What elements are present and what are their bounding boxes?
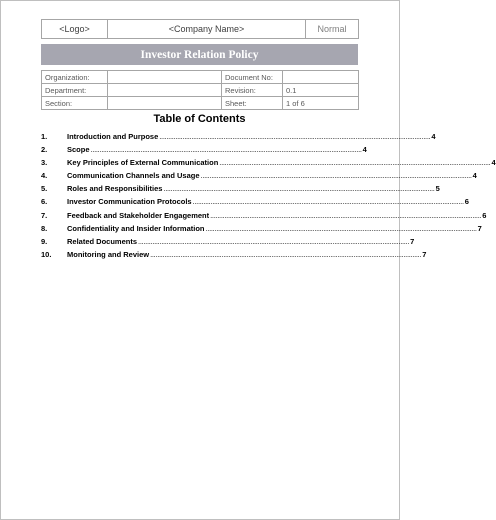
toc-leader-dots: ........................................................................................................................................................	[163, 184, 435, 194]
toc-leader-dots: ........................................................................................................................................................	[138, 236, 410, 246]
toc-title: Investor Communication Protocols	[67, 197, 192, 207]
toc-number: 7.	[41, 210, 48, 220]
toc-title: Roles and Responsibilities	[67, 184, 163, 194]
toc-entry[interactable]	[41, 197, 469, 210]
department-value	[108, 84, 222, 97]
section-value	[108, 97, 222, 110]
toc-title: Feedback and Stakeholder Engagement	[67, 210, 210, 220]
toc-number: 8.	[41, 223, 48, 233]
toc-entry[interactable]	[41, 249, 427, 263]
document-title: Investor Relation Policy	[41, 44, 358, 65]
style-label: Normal	[306, 20, 359, 39]
toc-leader-dots: ........................................................................................................................................................	[200, 171, 472, 181]
toc-leader-dots: ........................................................................................................................................................	[150, 249, 422, 259]
toc-title: Monitoring and Review	[67, 249, 150, 259]
toc-leader-dots: ........................................................................................................................................................	[159, 132, 431, 141]
toc-title: Introduction and Purpose	[67, 132, 159, 141]
toc-page-number: 6	[482, 210, 487, 220]
toc-number: 2.	[41, 145, 48, 155]
toc-leader-dots: ........................................................................................................................................................	[90, 145, 362, 155]
revision-value: 0.1	[283, 84, 359, 97]
toc-entry[interactable]	[41, 184, 440, 197]
table-of-contents	[41, 132, 496, 263]
toc-heading: Table of Contents	[153, 113, 246, 125]
sheet-value: 1 of 6	[283, 97, 359, 110]
organization-value	[108, 71, 222, 84]
toc-title: Communication Channels and Usage	[67, 171, 200, 181]
toc-leader-dots: ........................................................................................................................................................	[205, 223, 477, 233]
toc-entry[interactable]	[41, 223, 482, 237]
toc-page-number: 7	[477, 223, 482, 233]
organization-label: Organization:	[42, 71, 108, 84]
sheet-label: Sheet:	[222, 97, 283, 110]
toc-entry[interactable]	[41, 158, 496, 171]
toc-number: 10.	[41, 249, 52, 259]
toc-number: 6.	[41, 197, 48, 207]
toc-page-number: 5	[435, 184, 440, 194]
toc-number: 1.	[41, 132, 48, 141]
toc-number: 4.	[41, 171, 48, 181]
toc-page-number: 7	[410, 236, 415, 246]
toc-title: Key Principles of External Communication	[67, 158, 219, 168]
toc-entry[interactable]	[41, 145, 367, 158]
document-header	[41, 19, 359, 39]
toc-number: 5.	[41, 184, 48, 194]
toc-leader-dots: ........................................................................................................................................................	[219, 158, 491, 168]
toc-title: Confidentiality and Insider Information	[67, 223, 205, 233]
department-label: Department:	[42, 84, 108, 97]
toc-title: Scope	[67, 145, 90, 155]
toc-number: 9.	[41, 236, 48, 246]
company-name-placeholder: <Company Name>	[108, 20, 306, 39]
toc-entry[interactable]	[41, 236, 415, 250]
toc-entry[interactable]	[41, 210, 487, 224]
document-meta-table	[41, 70, 359, 110]
logo-placeholder: <Logo>	[42, 20, 108, 39]
toc-page-number: 6	[464, 197, 469, 207]
toc-entry[interactable]	[41, 171, 477, 184]
toc-page-number: 7	[422, 249, 427, 259]
section-label: Section:	[42, 97, 108, 110]
document-no-value	[283, 71, 359, 84]
toc-number: 3.	[41, 158, 48, 168]
toc-page-number: 4	[431, 132, 436, 141]
document-no-label: Document No:	[222, 71, 283, 84]
toc-title: Related Documents	[67, 236, 138, 246]
toc-leader-dots: ........................................................................................................................................................	[210, 210, 482, 220]
toc-page-number: 4	[472, 171, 477, 181]
toc-entry[interactable]	[41, 132, 436, 145]
toc-page-number: 4	[491, 158, 496, 168]
toc-page-number: 4	[362, 145, 367, 155]
revision-label: Revision:	[222, 84, 283, 97]
toc-leader-dots: ........................................................................................................................................................	[192, 197, 464, 207]
